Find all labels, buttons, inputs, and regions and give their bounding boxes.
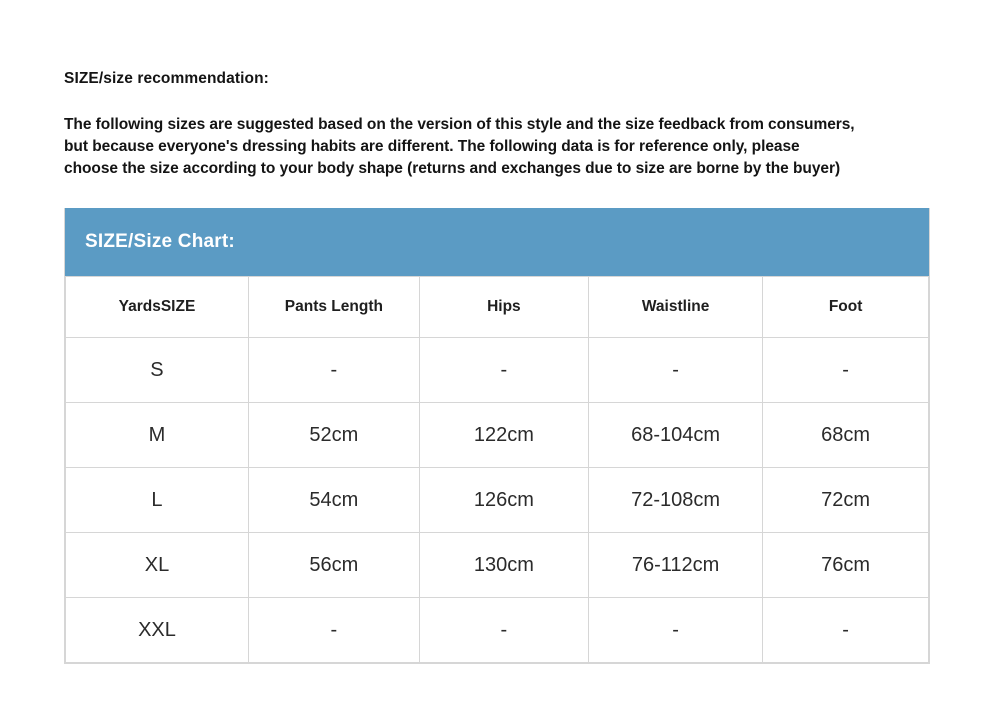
size-chart-header: [65, 208, 929, 276]
intro-line-2: but because everyone's dressing habits are different. The following data is for reference only, please: [64, 138, 800, 155]
column-header-yards-size: YardsSIZE: [66, 277, 249, 338]
cell-waistline: -: [588, 598, 762, 663]
cell-size: XXL: [66, 598, 249, 663]
cell-pants-length: 52cm: [248, 403, 419, 468]
cell-size: S: [66, 338, 249, 403]
intro-line-3: choose the size according to your body shape (returns and exchanges due to size are borne by the buyer): [64, 160, 841, 177]
cell-waistline: 68-104cm: [588, 403, 762, 468]
size-chart: [64, 208, 930, 664]
page-title: SIZE/size recommendation:: [64, 70, 269, 87]
cell-hips: 126cm: [419, 468, 588, 533]
table-row: [66, 598, 929, 663]
cell-pants-length: -: [248, 338, 419, 403]
column-header-foot: Foot: [763, 277, 929, 338]
cell-waistline: 76-112cm: [588, 533, 762, 598]
table-row: [66, 533, 929, 598]
cell-hips: 122cm: [419, 403, 588, 468]
table-row: [66, 338, 929, 403]
cell-foot: 72cm: [763, 468, 929, 533]
cell-foot: -: [763, 338, 929, 403]
column-header-hips: Hips: [419, 277, 588, 338]
cell-foot: 68cm: [763, 403, 929, 468]
table-header-row: [66, 277, 929, 338]
cell-waistline: -: [588, 338, 762, 403]
size-chart-header-title: SIZE/Size Chart:: [85, 231, 235, 252]
size-table: [65, 276, 929, 663]
cell-pants-length: 56cm: [248, 533, 419, 598]
cell-pants-length: -: [248, 598, 419, 663]
cell-size: XL: [66, 533, 249, 598]
cell-hips: 130cm: [419, 533, 588, 598]
cell-hips: -: [419, 338, 588, 403]
table-row: [66, 403, 929, 468]
cell-pants-length: 54cm: [248, 468, 419, 533]
cell-foot: -: [763, 598, 929, 663]
cell-waistline: 72-108cm: [588, 468, 762, 533]
column-header-waistline: Waistline: [588, 277, 762, 338]
intro-line-1: The following sizes are suggested based on the version of this style and the size feedback from consumers,: [64, 116, 855, 133]
table-row: [66, 468, 929, 533]
intro-paragraph: [64, 114, 936, 180]
cell-size: L: [66, 468, 249, 533]
cell-size: M: [66, 403, 249, 468]
cell-foot: 76cm: [763, 533, 929, 598]
cell-hips: -: [419, 598, 588, 663]
column-header-pants-length: Pants Length: [248, 277, 419, 338]
